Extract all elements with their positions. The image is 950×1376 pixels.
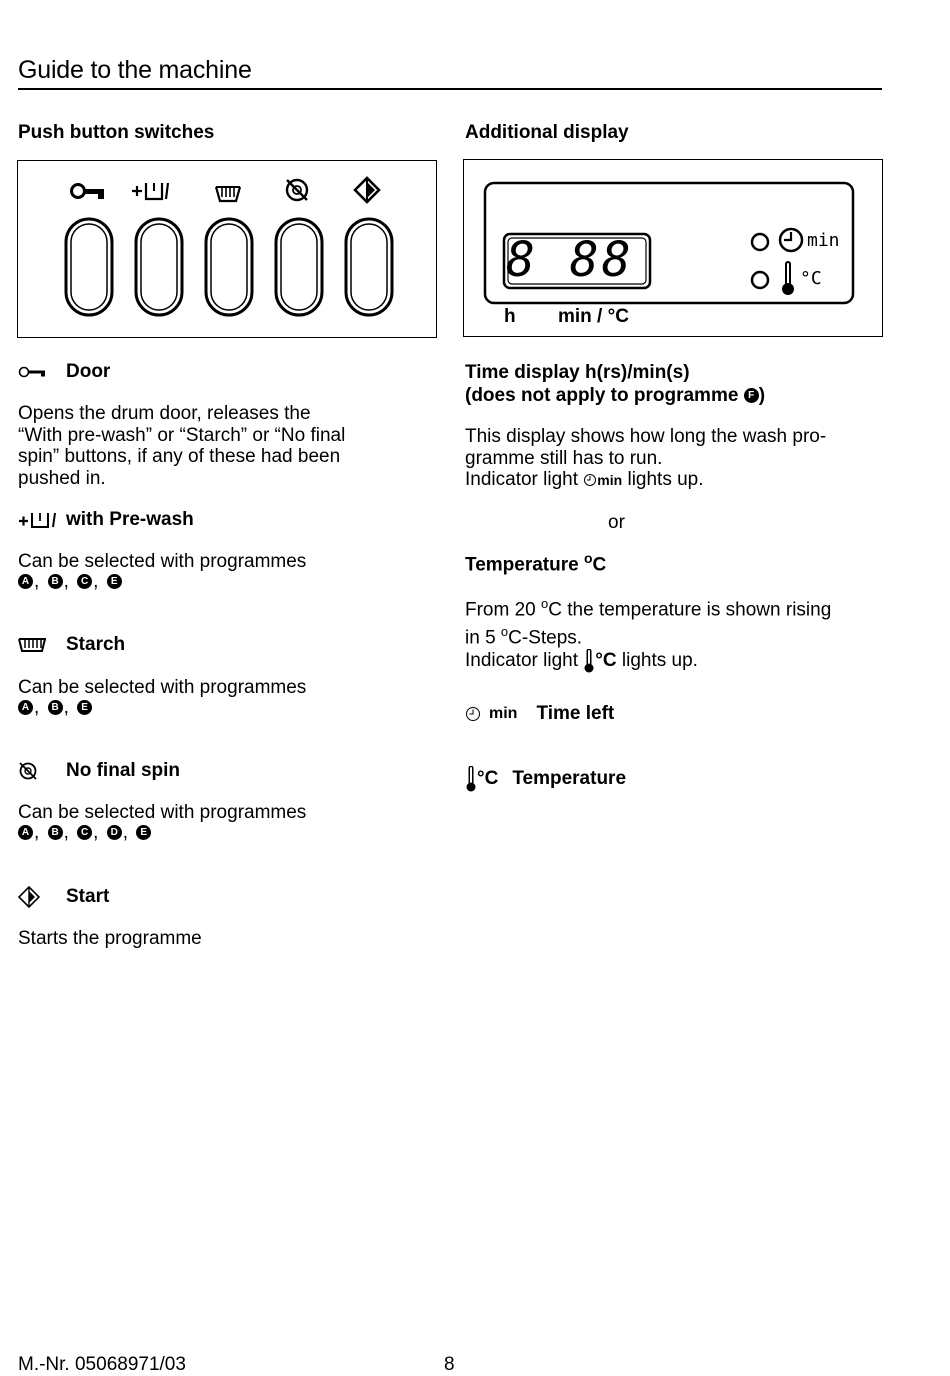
- no-spin-icon: [18, 761, 58, 781]
- temperature-text: [465, 593, 831, 673]
- time-indicator-light: [752, 229, 802, 251]
- prewash-programmes: A , B , C , E: [18, 572, 122, 592]
- time-left-legend: min Time left: [465, 703, 614, 725]
- no-spin-title: No final spin: [66, 760, 180, 781]
- label-min-c: min / °C: [558, 306, 629, 327]
- prewash-item-heading: [18, 509, 194, 531]
- no-spin-icon: [287, 180, 307, 200]
- temp-text-line: Indicator light °C lights up.: [465, 649, 698, 671]
- starch-title: Starch: [66, 634, 126, 655]
- starch-text: Can be selected with programmes: [18, 677, 307, 698]
- programme-badge: B: [48, 574, 63, 589]
- programme-badge: E: [136, 825, 151, 840]
- indicator-c-label: °C: [800, 268, 822, 289]
- time-text-line: This display shows how long the wash pro-: [465, 426, 827, 447]
- door-item-heading: [18, 361, 110, 383]
- start-button[interactable]: [346, 219, 392, 315]
- door-text-line: Opens the drum door, releases the: [18, 403, 311, 424]
- starch-icon: [18, 636, 58, 654]
- clock-icon: [583, 473, 597, 487]
- programme-badge: B: [48, 825, 63, 840]
- push-button-panel: [17, 160, 437, 338]
- programme-badge: C: [77, 825, 92, 840]
- starch-icon: [216, 187, 240, 201]
- additional-display-panel: [463, 159, 883, 337]
- key-icon: [72, 185, 105, 200]
- time-text-line: gramme still has to run.: [465, 447, 663, 469]
- temperature-heading: Temperature $^o$C: [465, 550, 607, 576]
- start-icon: [355, 178, 379, 202]
- no-spin-programmes: A , B , C , D , E: [18, 823, 151, 843]
- indicator-min-label: min: [807, 230, 840, 251]
- document-number: M.-Nr. 05068971/03: [18, 1354, 186, 1375]
- label-h: h: [504, 306, 516, 327]
- no-spin-item-heading: [18, 760, 180, 782]
- no-spin-button[interactable]: [276, 219, 322, 315]
- push-buttons-heading: Push button switches: [18, 122, 215, 143]
- prewash-icon: [18, 511, 58, 529]
- programme-badge: A: [18, 574, 33, 589]
- clock-icon: [465, 706, 481, 722]
- programme-badge: E: [107, 574, 122, 589]
- time-heading-line: Time display h(rs)/min(s): [465, 362, 690, 383]
- prewash-icon: [132, 183, 168, 199]
- time-text-line: Indicator light min lights up.: [465, 469, 704, 490]
- digit-readout: 8 88: [506, 232, 634, 288]
- temp-text-line: From 20 $^o$C the temperature is shown rising: [465, 596, 832, 621]
- door-text-line: pushed in.: [18, 467, 106, 489]
- prewash-text: Can be selected with programmes: [18, 551, 307, 572]
- temperature-indicator-light: [752, 264, 794, 295]
- programme-badge: C: [77, 574, 92, 589]
- page-title: Guide to the machine: [18, 56, 252, 84]
- door-text-line: “With pre-wash” or “Starch” or “No final: [18, 424, 346, 446]
- programme-badge: D: [107, 825, 122, 840]
- start-title: Start: [66, 886, 110, 907]
- start-icon: [18, 886, 58, 908]
- time-heading-line: (does not apply to programme F ): [465, 385, 766, 406]
- programme-badge: E: [77, 700, 92, 715]
- programme-badge: B: [48, 700, 63, 715]
- starch-programmes: A , B , E: [18, 698, 92, 718]
- door-button[interactable]: [66, 219, 112, 315]
- temperature-legend: °C Temperature: [465, 766, 626, 792]
- programme-badge: A: [18, 825, 33, 840]
- prewash-title: with Pre-wash: [66, 509, 194, 530]
- page-number: 8: [444, 1354, 455, 1375]
- starch-button[interactable]: [206, 219, 252, 315]
- starch-item-heading: [18, 634, 125, 656]
- key-icon: [18, 364, 58, 380]
- prewash-button[interactable]: [136, 219, 182, 315]
- programme-badge: F: [744, 388, 759, 403]
- no-spin-text: Can be selected with programmes: [18, 802, 307, 823]
- temp-text-line: in 5 $^o$C-Steps.: [465, 623, 583, 649]
- header-rule: [18, 88, 882, 90]
- door-text: [18, 403, 345, 489]
- additional-display-heading: Additional display: [465, 122, 629, 143]
- or-text: or: [608, 512, 625, 533]
- start-item-heading: [18, 886, 109, 908]
- thermometer-icon: [583, 649, 595, 673]
- time-display-heading: [465, 361, 765, 407]
- door-title: Door: [66, 361, 111, 382]
- start-text: Starts the programme: [18, 928, 202, 949]
- time-display-text: [465, 426, 826, 492]
- thermometer-icon: [465, 766, 477, 792]
- programme-badge: A: [18, 700, 33, 715]
- door-text-line: spin” buttons, if any of these had been: [18, 446, 341, 467]
